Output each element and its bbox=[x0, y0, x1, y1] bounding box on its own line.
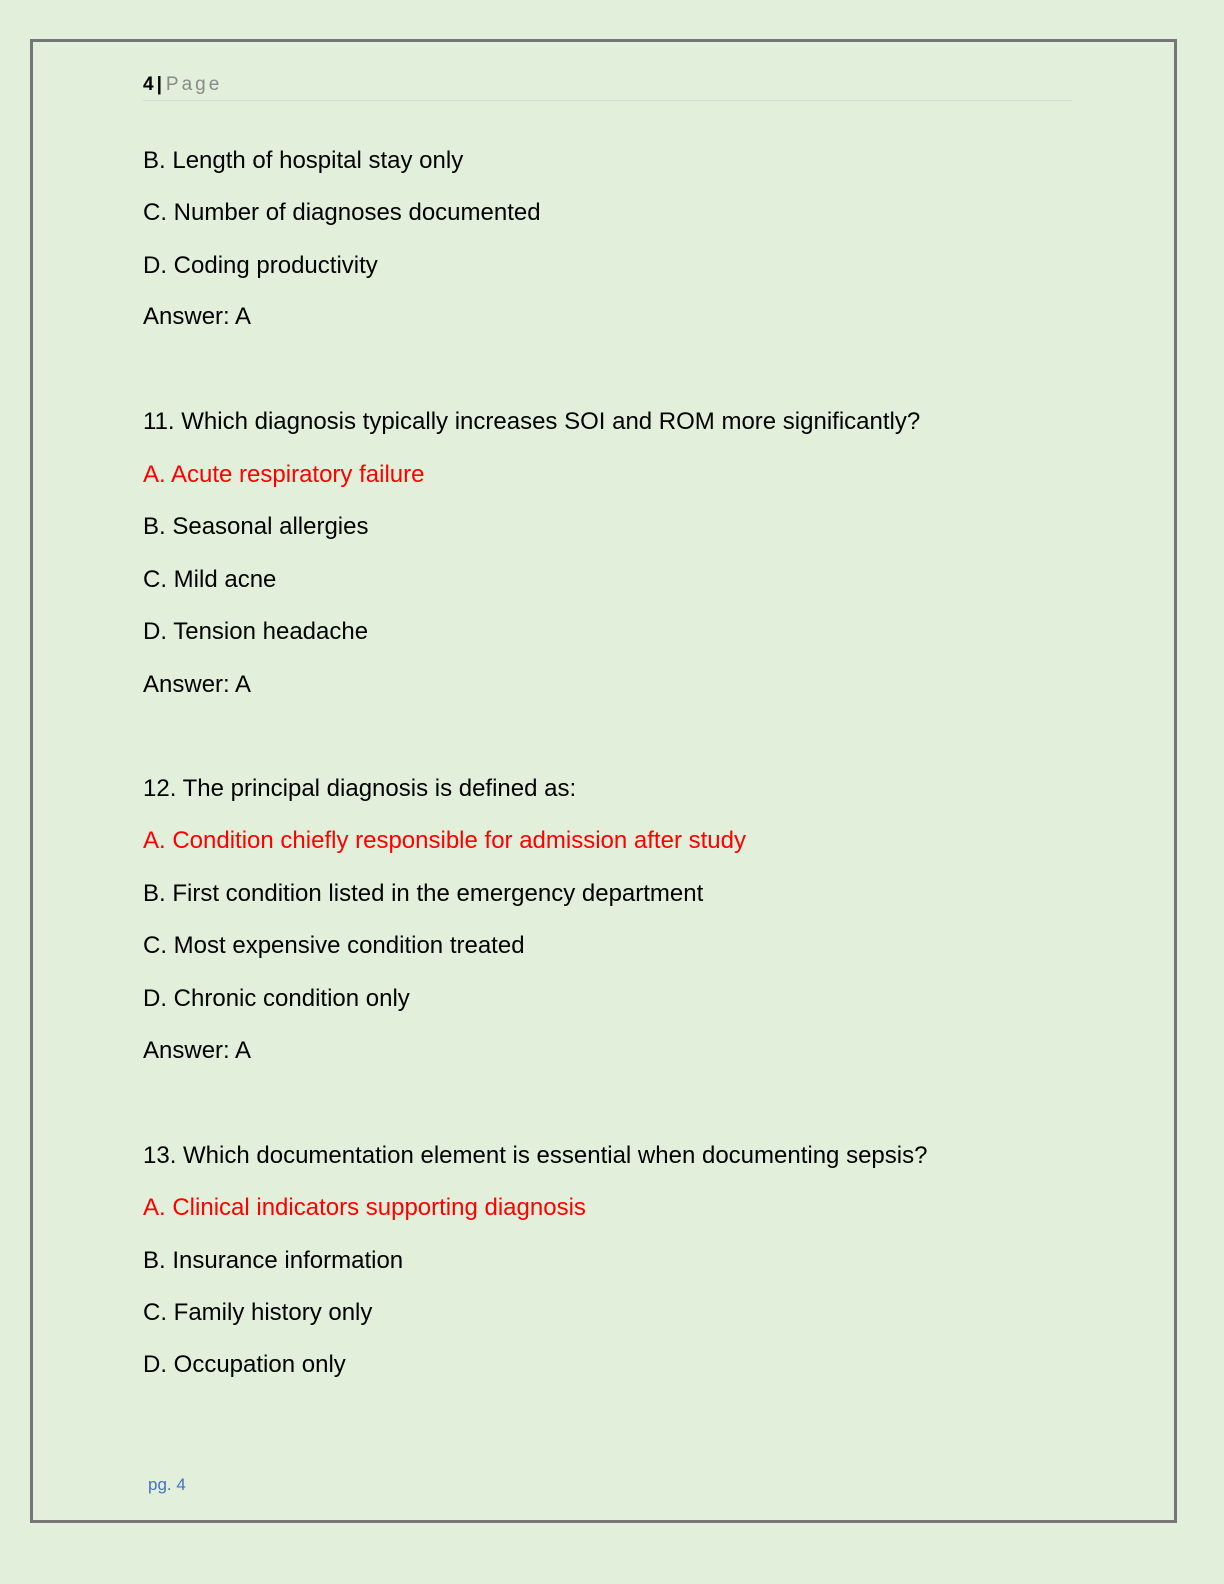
page-footer: pg. 4 bbox=[148, 1475, 186, 1494]
q13-option-a-correct: A. Clinical indicators supporting diagnosis bbox=[143, 1194, 586, 1221]
q12-question: 12. The principal diagnosis is defined as: bbox=[143, 775, 577, 802]
header-page-number: 4 bbox=[143, 74, 154, 95]
q11-answer: Answer: A bbox=[143, 671, 252, 698]
q11-question: 11. Which diagnosis typically increases SOI and ROM more significantly? bbox=[143, 408, 921, 435]
page-header bbox=[143, 72, 1072, 101]
header-separator: | bbox=[156, 74, 162, 95]
q12-option-c: C. Most expensive condition treated bbox=[143, 932, 525, 959]
q10-answer: Answer: A bbox=[143, 303, 252, 330]
q10-option-b: B. Length of hospital stay only bbox=[143, 147, 464, 174]
q13-option-b: B. Insurance information bbox=[143, 1247, 404, 1274]
q10-option-d: D. Coding productivity bbox=[143, 252, 378, 279]
q12-option-a-correct: A. Condition chiefly responsible for admission after study bbox=[143, 827, 746, 854]
q12-option-d: D. Chronic condition only bbox=[143, 985, 410, 1012]
q12-option-b: B. First condition listed in the emergency department bbox=[143, 880, 704, 907]
q11-option-d: D. Tension headache bbox=[143, 618, 369, 645]
q13-question: 13. Which documentation element is essential when documenting sepsis? bbox=[143, 1142, 928, 1169]
q13-option-c: C. Family history only bbox=[143, 1299, 373, 1326]
q12-answer: Answer: A bbox=[143, 1037, 252, 1064]
q10-option-c: C. Number of diagnoses documented bbox=[143, 199, 541, 226]
q13-option-d: D. Occupation only bbox=[143, 1351, 346, 1378]
q11-option-c: C. Mild acne bbox=[143, 566, 277, 593]
q11-option-b: B. Seasonal allergies bbox=[143, 513, 369, 540]
header-page-word: Page bbox=[165, 74, 223, 95]
q11-option-a-correct: A. Acute respiratory failure bbox=[143, 461, 425, 488]
